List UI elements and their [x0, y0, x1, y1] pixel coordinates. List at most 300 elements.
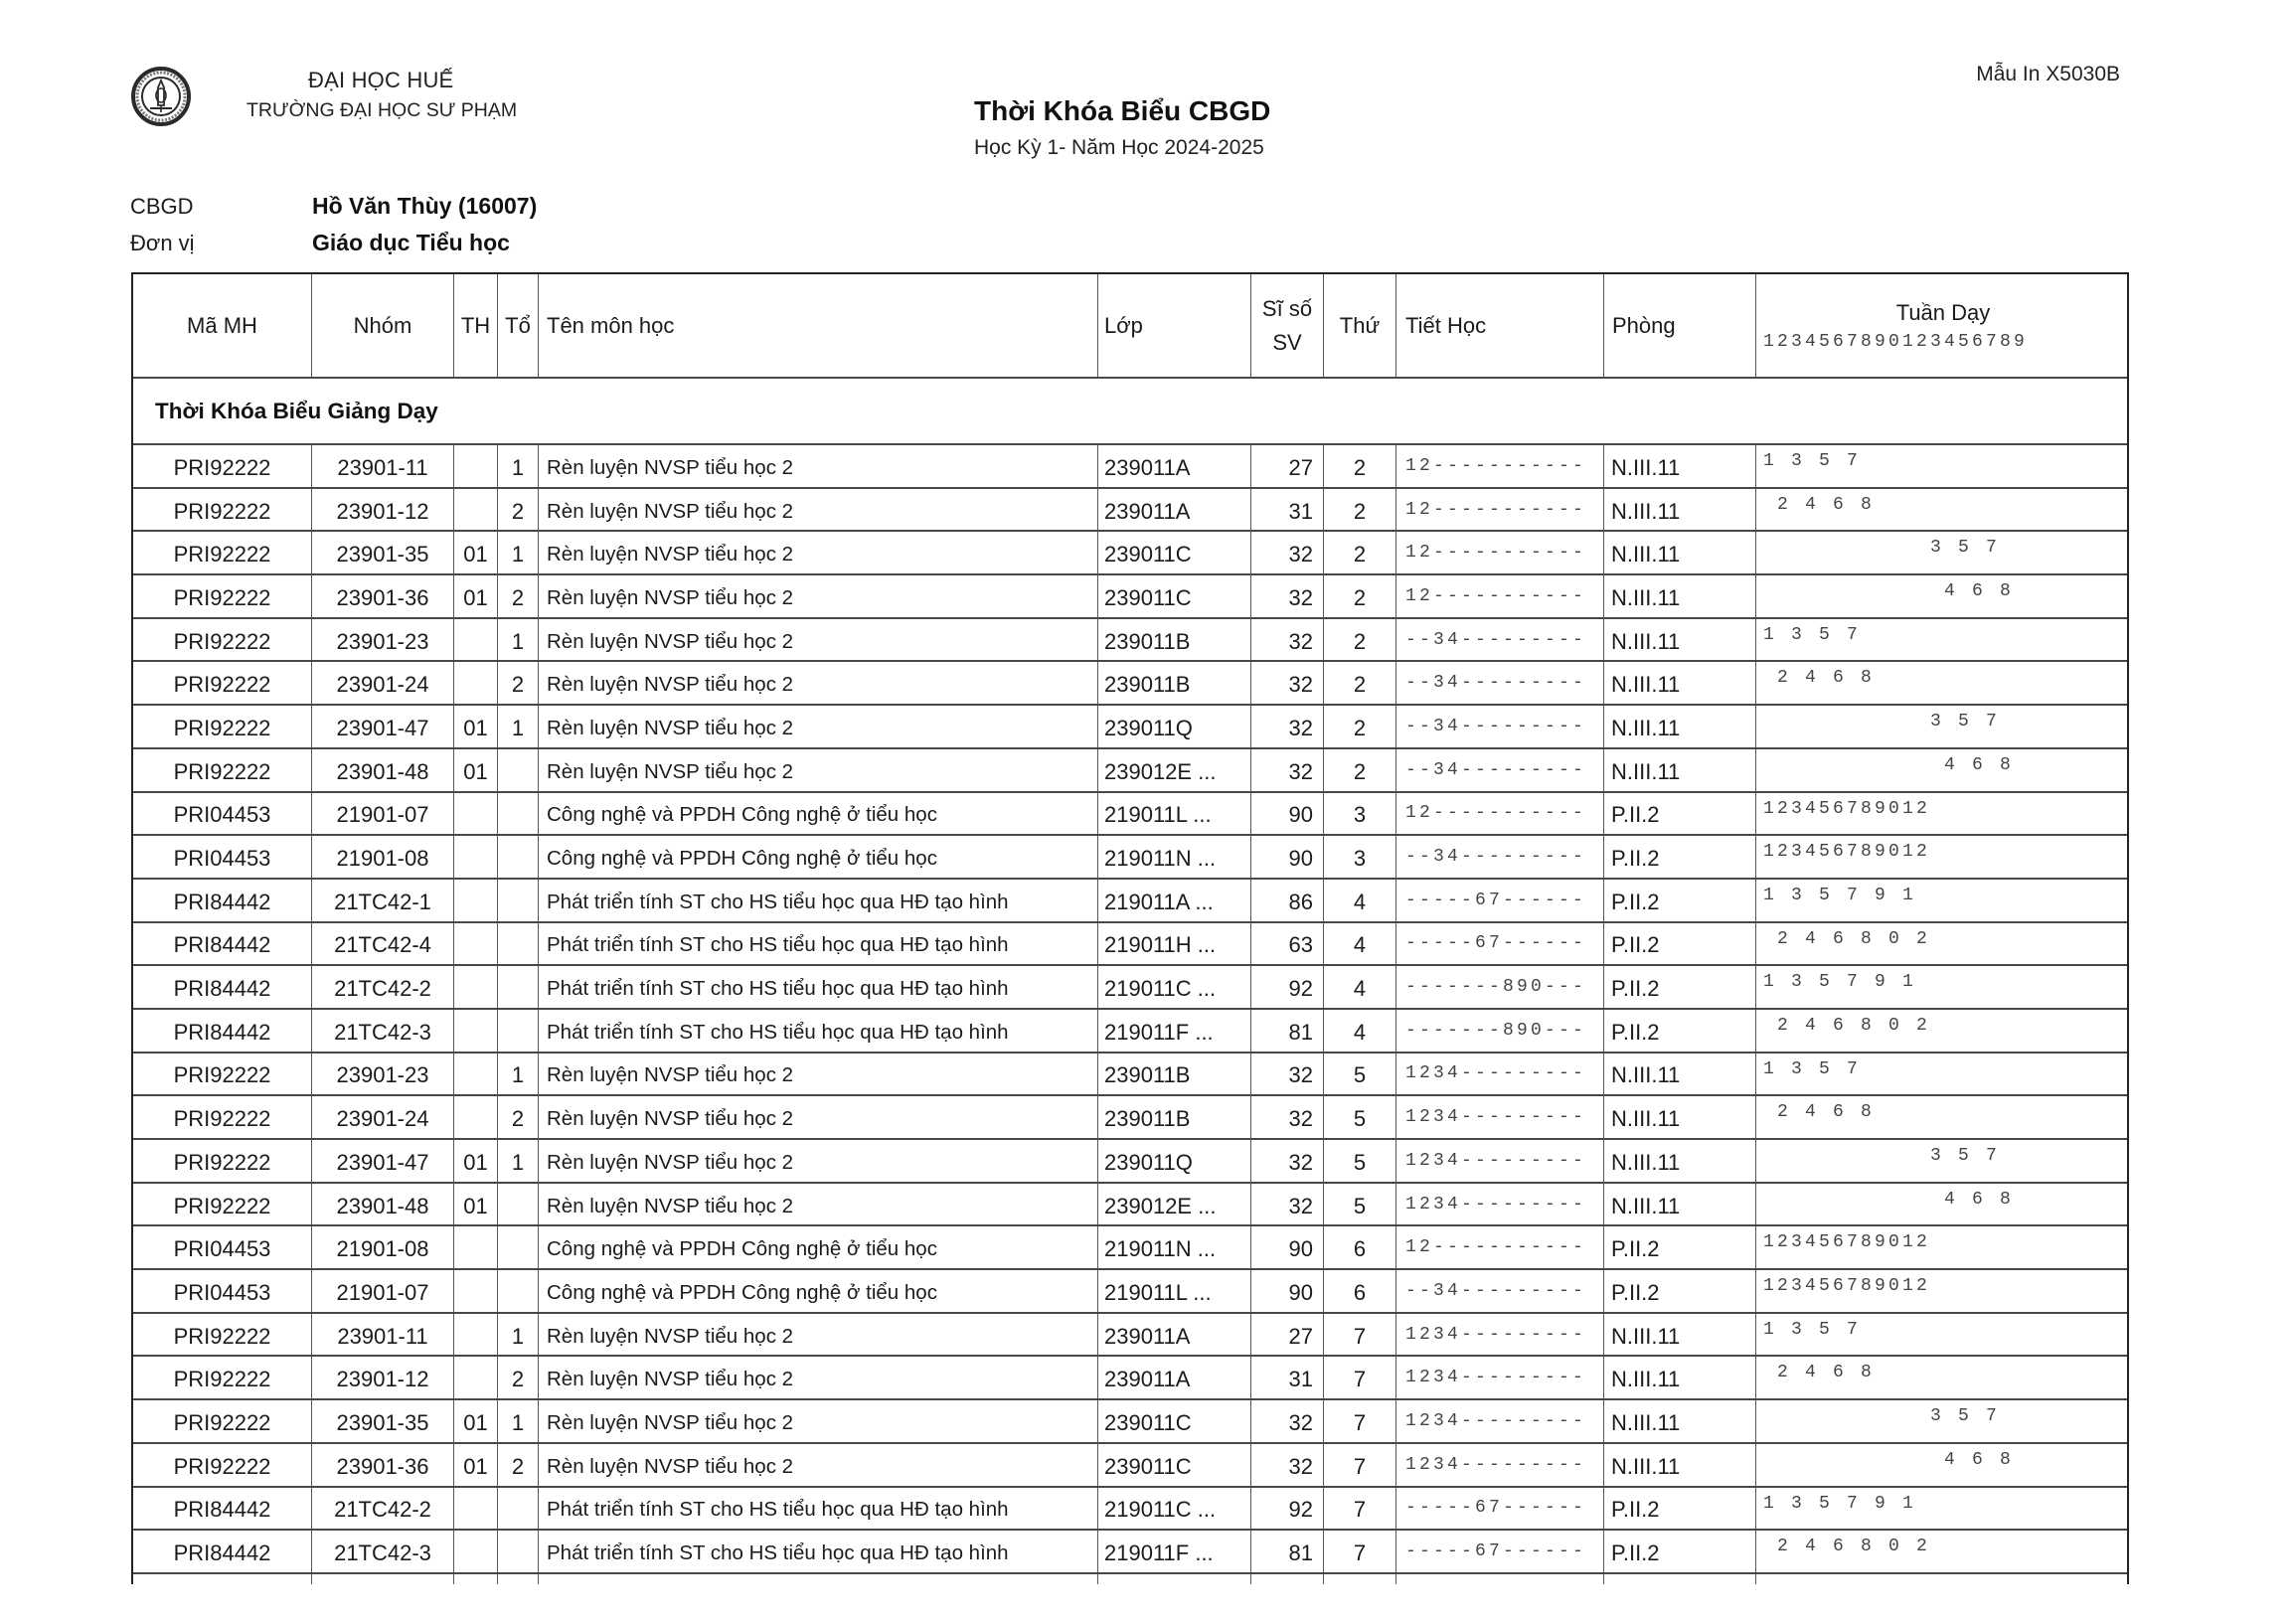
class-cell: 239011Q	[1098, 706, 1251, 747]
course-name-cell: Rèn luyện NVSP tiểu học 2	[539, 706, 1098, 747]
group-cell: 21901-08	[312, 836, 454, 878]
room-cell: N.III.11	[1604, 445, 1756, 487]
group-cell: 21901-07	[312, 1270, 454, 1312]
class-size-cell: 90	[1251, 793, 1324, 835]
class-cell: 219011N ...	[1098, 836, 1251, 878]
to-cell	[498, 1270, 539, 1312]
class-size-cell: 32	[1251, 1184, 1324, 1225]
class-cell: 239011C	[1098, 575, 1251, 617]
unit-name: Giáo dục Tiểu học	[312, 230, 510, 255]
course-code-cell: PRI92222	[133, 1054, 312, 1095]
periods-cell: -----67------	[1396, 1488, 1604, 1530]
periods-cell: -----67------	[1396, 923, 1604, 965]
th-cell	[454, 489, 498, 531]
weeks-cell: 1 3 5 7	[1763, 1058, 1862, 1079]
th-cell	[454, 1054, 498, 1095]
group-cell: 23901-11	[312, 1314, 454, 1356]
class-size-cell: 92	[1251, 1488, 1324, 1530]
periods-cell: --34---------	[1396, 662, 1604, 704]
weekday-cell: 5	[1324, 1054, 1396, 1095]
weeks-cell: 3 5 7	[1763, 538, 2001, 559]
course-code-cell: PRI92222	[133, 1444, 312, 1486]
course-name-cell: Phát triển tính ST cho HS tiểu học qua HĐ tạo hình	[539, 1488, 1098, 1530]
periods-cell: 12-----------	[1396, 532, 1604, 573]
th-cell	[454, 445, 498, 487]
class-cell: 239011A	[1098, 489, 1251, 531]
class-size-cell: 32	[1251, 1444, 1324, 1486]
weeks-cell: 1 3 5 7 9 1	[1763, 972, 1917, 993]
weeks-cell: 2 4 6 8	[1763, 1102, 1876, 1123]
class-size-cell: 32	[1251, 619, 1324, 661]
course-code-cell: PRI92222	[133, 706, 312, 747]
to-cell	[498, 1010, 539, 1052]
to-cell: 1	[498, 619, 539, 661]
room-cell: N.III.11	[1604, 1444, 1756, 1486]
class-size-cell: 32	[1251, 1054, 1324, 1095]
class-cell: 239011Q	[1098, 1140, 1251, 1182]
course-name-cell: Rèn luyện NVSP tiểu học 2	[539, 575, 1098, 617]
course-name-cell: Phát triển tính ST cho HS tiểu học qua HĐ tạo hình	[539, 1531, 1098, 1572]
stub-cell	[312, 1574, 454, 1584]
course-code-cell: PRI92222	[133, 575, 312, 617]
to-cell: 1	[498, 532, 539, 573]
col-header-course: Tên môn học	[539, 274, 1098, 377]
weeks-cell: 2 4 6 8 0 2	[1763, 1015, 1931, 1036]
course-code-cell: PRI84442	[133, 1488, 312, 1530]
class-size-cell: 90	[1251, 836, 1324, 878]
to-cell	[498, 793, 539, 835]
periods-cell: -----67------	[1396, 1531, 1604, 1572]
table-row	[133, 1488, 2127, 1532]
weeks-cell: 1 3 5 7	[1763, 451, 1862, 471]
room-cell: P.II.2	[1604, 1488, 1756, 1530]
table-row	[133, 575, 2127, 619]
class-size-cell: 27	[1251, 445, 1324, 487]
periods-cell: 1234---------	[1396, 1096, 1604, 1138]
stub-cell	[1396, 1574, 1604, 1584]
section-title: Thời Khóa Biểu Giảng Dạy	[155, 398, 438, 423]
course-name-cell: Phát triển tính ST cho HS tiểu học qua HĐ tạo hình	[539, 923, 1098, 965]
lecturer-label: CBGD	[130, 194, 194, 219]
to-cell: 1	[498, 1140, 539, 1182]
weekday-cell: 6	[1324, 1226, 1396, 1268]
course-code-cell: PRI92222	[133, 662, 312, 704]
course-name-cell: Phát triển tính ST cho HS tiểu học qua HĐ tạo hình	[539, 880, 1098, 921]
weeks-cell: 2 4 6 8	[1763, 668, 1876, 689]
group-cell: 23901-12	[312, 1357, 454, 1398]
weekday-cell: 5	[1324, 1096, 1396, 1138]
class-cell: 239011C	[1098, 532, 1251, 573]
table-row	[133, 619, 2127, 663]
periods-cell: 1234---------	[1396, 1357, 1604, 1398]
class-size-cell: 32	[1251, 706, 1324, 747]
weeks-cell: 3 5 7	[1763, 712, 2001, 732]
periods-cell: 12-----------	[1396, 1226, 1604, 1268]
th-cell: 01	[454, 749, 498, 791]
table-row	[133, 923, 2127, 967]
course-code-cell: PRI92222	[133, 1096, 312, 1138]
room-cell: N.III.11	[1604, 489, 1756, 531]
th-cell	[454, 1010, 498, 1052]
weeks-cell: 3 5 7	[1763, 1146, 2001, 1166]
periods-cell: --34---------	[1396, 836, 1604, 878]
to-cell: 2	[498, 575, 539, 617]
course-code-cell: PRI92222	[133, 1140, 312, 1182]
course-name-cell: Phát triển tính ST cho HS tiểu học qua HĐ tạo hình	[539, 1010, 1098, 1052]
class-size-cell: 92	[1251, 966, 1324, 1008]
course-code-cell: PRI92222	[133, 1400, 312, 1442]
room-cell: N.III.11	[1604, 1184, 1756, 1225]
th-cell: 01	[454, 1184, 498, 1225]
room-cell: N.III.11	[1604, 1054, 1756, 1095]
group-cell: 21TC42-4	[312, 923, 454, 965]
to-cell	[498, 836, 539, 878]
to-cell	[498, 966, 539, 1008]
weeks-cell: 2 4 6 8	[1763, 1363, 1876, 1383]
course-name-cell: Công nghệ và PPDH Công nghệ ở tiểu học	[539, 1270, 1098, 1312]
course-code-cell: PRI04453	[133, 836, 312, 878]
course-code-cell: PRI92222	[133, 619, 312, 661]
th-cell	[454, 836, 498, 878]
course-name-cell: Rèn luyện NVSP tiểu học 2	[539, 619, 1098, 661]
weekday-cell: 4	[1324, 880, 1396, 921]
th-cell	[454, 966, 498, 1008]
room-cell: P.II.2	[1604, 880, 1756, 921]
class-size-cell: 32	[1251, 575, 1324, 617]
course-code-cell: PRI92222	[133, 489, 312, 531]
table-row	[133, 445, 2127, 489]
room-cell: P.II.2	[1604, 1270, 1756, 1312]
group-cell: 21TC42-3	[312, 1531, 454, 1572]
course-name-cell: Rèn luyện NVSP tiểu học 2	[539, 1400, 1098, 1442]
periods-cell: 1234---------	[1396, 1314, 1604, 1356]
room-cell: N.III.11	[1604, 1314, 1756, 1356]
to-cell: 1	[498, 706, 539, 747]
weekday-cell: 3	[1324, 836, 1396, 878]
table-row	[133, 1226, 2127, 1270]
weeks-cell: 2 4 6 8	[1763, 494, 1876, 515]
table-row	[133, 1270, 2127, 1314]
periods-cell: 1234---------	[1396, 1054, 1604, 1095]
stub-cell	[133, 1574, 312, 1584]
class-size-cell: 90	[1251, 1270, 1324, 1312]
periods-cell: 12-----------	[1396, 793, 1604, 835]
weekday-cell: 5	[1324, 1140, 1396, 1182]
class-size-cell: 31	[1251, 489, 1324, 531]
course-name-cell: Rèn luyện NVSP tiểu học 2	[539, 1140, 1098, 1182]
class-size-cell: 27	[1251, 1314, 1324, 1356]
group-cell: 23901-23	[312, 619, 454, 661]
stub-cell	[1251, 1574, 1324, 1584]
stub-cell	[454, 1574, 498, 1584]
table-row	[133, 706, 2127, 749]
page-title: Thời Khóa Biểu CBGD	[974, 95, 1271, 126]
group-cell: 23901-36	[312, 575, 454, 617]
class-size-cell: 32	[1251, 1096, 1324, 1138]
room-cell: N.III.11	[1604, 1357, 1756, 1398]
class-cell: 219011N ...	[1098, 1226, 1251, 1268]
course-code-cell: PRI92222	[133, 445, 312, 487]
room-cell: N.III.11	[1604, 662, 1756, 704]
room-cell: N.III.11	[1604, 1400, 1756, 1442]
course-code-cell: PRI92222	[133, 1184, 312, 1225]
school-name: TRƯỜNG ĐẠI HỌC SƯ PHẠM	[246, 99, 518, 121]
to-cell: 2	[498, 1357, 539, 1398]
room-cell: P.II.2	[1604, 793, 1756, 835]
course-name-cell: Công nghệ và PPDH Công nghệ ở tiểu học	[539, 793, 1098, 835]
stub-cell	[1324, 1574, 1396, 1584]
group-cell: 23901-48	[312, 1184, 454, 1225]
col-header-size-line2: SV	[1272, 329, 1302, 355]
weeks-cell: 1 3 5 7 9 1	[1763, 885, 1917, 905]
course-name-cell: Rèn luyện NVSP tiểu học 2	[539, 749, 1098, 791]
table-row	[133, 1140, 2127, 1184]
form-code: Mẫu In X5030B	[1976, 63, 2120, 85]
table-row	[133, 1184, 2127, 1227]
room-cell: N.III.11	[1604, 1096, 1756, 1138]
th-cell: 01	[454, 575, 498, 617]
course-code-cell: PRI84442	[133, 880, 312, 921]
room-cell: P.II.2	[1604, 966, 1756, 1008]
th-cell	[454, 1226, 498, 1268]
periods-cell: --34---------	[1396, 706, 1604, 747]
th-cell	[454, 1096, 498, 1138]
table-header-row	[133, 274, 2127, 379]
group-cell: 21901-07	[312, 793, 454, 835]
th-cell	[454, 1531, 498, 1572]
group-cell: 21901-08	[312, 1226, 454, 1268]
col-header-weeks-label: Tuần Dạy	[1895, 299, 1991, 325]
course-name-cell: Rèn luyện NVSP tiểu học 2	[539, 445, 1098, 487]
col-header-periods: Tiết Học	[1396, 274, 1604, 377]
to-cell	[498, 749, 539, 791]
course-code-cell: PRI04453	[133, 1270, 312, 1312]
th-cell	[454, 1270, 498, 1312]
weekday-cell: 2	[1324, 532, 1396, 573]
to-cell: 1	[498, 1054, 539, 1095]
class-cell: 239012E ...	[1098, 749, 1251, 791]
weeks-cell: 123456789012	[1763, 842, 1931, 863]
class-cell: 239011A	[1098, 1314, 1251, 1356]
col-header-size-line1: Sĩ số	[1261, 295, 1313, 321]
class-cell: 219011F ...	[1098, 1531, 1251, 1572]
periods-cell: --34---------	[1396, 749, 1604, 791]
class-cell: 239011B	[1098, 1054, 1251, 1095]
weekday-cell: 5	[1324, 1184, 1396, 1225]
weekday-cell: 2	[1324, 489, 1396, 531]
table-row	[133, 662, 2127, 706]
stub-cell	[1604, 1574, 1756, 1584]
weeks-cell: 4 6 8	[1763, 581, 2015, 602]
course-code-cell: PRI84442	[133, 1010, 312, 1052]
group-cell: 23901-36	[312, 1444, 454, 1486]
group-cell: 21TC42-2	[312, 966, 454, 1008]
weekday-cell: 7	[1324, 1400, 1396, 1442]
th-cell	[454, 1314, 498, 1356]
weekday-cell: 7	[1324, 1531, 1396, 1572]
class-size-cell: 32	[1251, 532, 1324, 573]
stub-cell	[539, 1574, 1098, 1584]
weeks-cell: 1 3 5 7	[1763, 624, 1862, 645]
to-cell	[498, 1184, 539, 1225]
weeks-cell: 4 6 8	[1763, 1449, 2015, 1470]
weekday-cell: 7	[1324, 1444, 1396, 1486]
group-cell: 21TC42-1	[312, 880, 454, 921]
th-cell	[454, 662, 498, 704]
class-cell: 239011B	[1098, 662, 1251, 704]
weekday-cell: 7	[1324, 1314, 1396, 1356]
th-cell: 01	[454, 1400, 498, 1442]
class-cell: 239011C	[1098, 1400, 1251, 1442]
to-cell: 2	[498, 489, 539, 531]
to-cell: 1	[498, 1400, 539, 1442]
to-cell	[498, 1531, 539, 1572]
table-row	[133, 1400, 2127, 1444]
periods-cell: --34---------	[1396, 1270, 1604, 1312]
table-row	[133, 1054, 2127, 1097]
weekday-cell: 2	[1324, 619, 1396, 661]
weeks-cell: 1 3 5 7 9 1	[1763, 1493, 1917, 1514]
university-name: ĐẠI HỌC HUẾ	[308, 68, 454, 92]
group-cell: 23901-12	[312, 489, 454, 531]
course-code-cell: PRI84442	[133, 1531, 312, 1572]
class-size-cell: 32	[1251, 1140, 1324, 1182]
group-cell: 23901-48	[312, 749, 454, 791]
weekday-cell: 4	[1324, 1010, 1396, 1052]
col-header-to: Tổ	[498, 274, 539, 377]
to-cell	[498, 1488, 539, 1530]
room-cell: N.III.11	[1604, 619, 1756, 661]
col-header-th: TH	[454, 274, 498, 377]
course-name-cell: Công nghệ và PPDH Công nghệ ở tiểu học	[539, 836, 1098, 878]
col-header-day: Thứ	[1324, 274, 1396, 377]
course-name-cell: Phát triển tính ST cho HS tiểu học qua HĐ tạo hình	[539, 966, 1098, 1008]
room-cell: P.II.2	[1604, 1226, 1756, 1268]
room-cell: P.II.2	[1604, 923, 1756, 965]
timetable	[131, 272, 2129, 1584]
weekday-cell: 7	[1324, 1357, 1396, 1398]
table-row	[133, 1444, 2127, 1488]
weeks-cell: 123456789012	[1763, 798, 1931, 819]
course-code-cell: PRI92222	[133, 749, 312, 791]
room-cell: N.III.11	[1604, 749, 1756, 791]
class-cell: 239011A	[1098, 1357, 1251, 1398]
room-cell: P.II.2	[1604, 1531, 1756, 1572]
th-cell	[454, 923, 498, 965]
weeks-cell: 1 3 5 7	[1763, 1319, 1862, 1340]
periods-cell: 12-----------	[1396, 575, 1604, 617]
course-name-cell: Rèn luyện NVSP tiểu học 2	[539, 1054, 1098, 1095]
weekday-cell: 4	[1324, 966, 1396, 1008]
class-cell: 239012E ...	[1098, 1184, 1251, 1225]
class-size-cell: 32	[1251, 1400, 1324, 1442]
weekday-cell: 4	[1324, 923, 1396, 965]
group-cell: 23901-35	[312, 532, 454, 573]
room-cell: N.III.11	[1604, 532, 1756, 573]
class-cell: 219011L ...	[1098, 1270, 1251, 1312]
table-row	[133, 793, 2127, 837]
to-cell	[498, 923, 539, 965]
to-cell: 2	[498, 1444, 539, 1486]
group-cell: 23901-35	[312, 1400, 454, 1442]
th-cell	[454, 793, 498, 835]
class-size-cell: 32	[1251, 749, 1324, 791]
weekday-cell: 2	[1324, 445, 1396, 487]
class-cell: 219011L ...	[1098, 793, 1251, 835]
table-row	[133, 1096, 2127, 1140]
course-name-cell: Rèn luyện NVSP tiểu học 2	[539, 1444, 1098, 1486]
stub-cell	[1756, 1574, 2123, 1584]
room-cell: P.II.2	[1604, 836, 1756, 878]
class-size-cell: 86	[1251, 880, 1324, 921]
group-cell: 23901-47	[312, 1140, 454, 1182]
to-cell: 2	[498, 1096, 539, 1138]
periods-cell: -------890---	[1396, 966, 1604, 1008]
room-cell: N.III.11	[1604, 706, 1756, 747]
course-code-cell: PRI04453	[133, 1226, 312, 1268]
th-cell: 01	[454, 532, 498, 573]
class-cell: 239011C	[1098, 1444, 1251, 1486]
room-cell: P.II.2	[1604, 1010, 1756, 1052]
th-cell	[454, 880, 498, 921]
week-ruler: 1234567890123456789	[1763, 331, 2029, 352]
weeks-cell: 123456789012	[1763, 1276, 1931, 1297]
course-name-cell: Rèn luyện NVSP tiểu học 2	[539, 532, 1098, 573]
table-row	[133, 1010, 2127, 1054]
to-cell: 1	[498, 1314, 539, 1356]
table-row	[133, 489, 2127, 533]
group-cell: 21TC42-3	[312, 1010, 454, 1052]
col-header-code: Mã MH	[133, 274, 312, 377]
group-cell: 21TC42-2	[312, 1488, 454, 1530]
th-cell	[454, 619, 498, 661]
course-code-cell: PRI84442	[133, 923, 312, 965]
group-cell: 23901-47	[312, 706, 454, 747]
periods-cell: 1234---------	[1396, 1444, 1604, 1486]
class-size-cell: 90	[1251, 1226, 1324, 1268]
th-cell	[454, 1357, 498, 1398]
class-cell: 219011C ...	[1098, 966, 1251, 1008]
stub-cell	[1098, 1574, 1251, 1584]
course-name-cell: Rèn luyện NVSP tiểu học 2	[539, 1096, 1098, 1138]
course-code-cell: PRI84442	[133, 966, 312, 1008]
class-size-cell: 81	[1251, 1531, 1324, 1572]
course-name-cell: Rèn luyện NVSP tiểu học 2	[539, 1314, 1098, 1356]
th-cell	[454, 1488, 498, 1530]
weekday-cell: 2	[1324, 662, 1396, 704]
course-name-cell: Rèn luyện NVSP tiểu học 2	[539, 489, 1098, 531]
course-name-cell: Rèn luyện NVSP tiểu học 2	[539, 1184, 1098, 1225]
class-size-cell: 81	[1251, 1010, 1324, 1052]
table-row	[133, 749, 2127, 793]
col-header-room: Phòng	[1604, 274, 1756, 377]
group-cell: 23901-24	[312, 1096, 454, 1138]
weekday-cell: 6	[1324, 1270, 1396, 1312]
lecturer-name: Hồ Văn Thùy (16007)	[312, 193, 538, 219]
group-cell: 23901-11	[312, 445, 454, 487]
class-size-cell: 63	[1251, 923, 1324, 965]
table-row	[133, 532, 2127, 575]
periods-cell: 1234---------	[1396, 1140, 1604, 1182]
room-cell: N.III.11	[1604, 575, 1756, 617]
class-cell: 239011B	[1098, 1096, 1251, 1138]
periods-cell: 1234---------	[1396, 1400, 1604, 1442]
unit-label: Đơn vị	[130, 231, 195, 255]
weekday-cell: 7	[1324, 1488, 1396, 1530]
to-cell	[498, 880, 539, 921]
university-seal-icon	[130, 66, 192, 127]
col-header-size	[1251, 274, 1324, 377]
